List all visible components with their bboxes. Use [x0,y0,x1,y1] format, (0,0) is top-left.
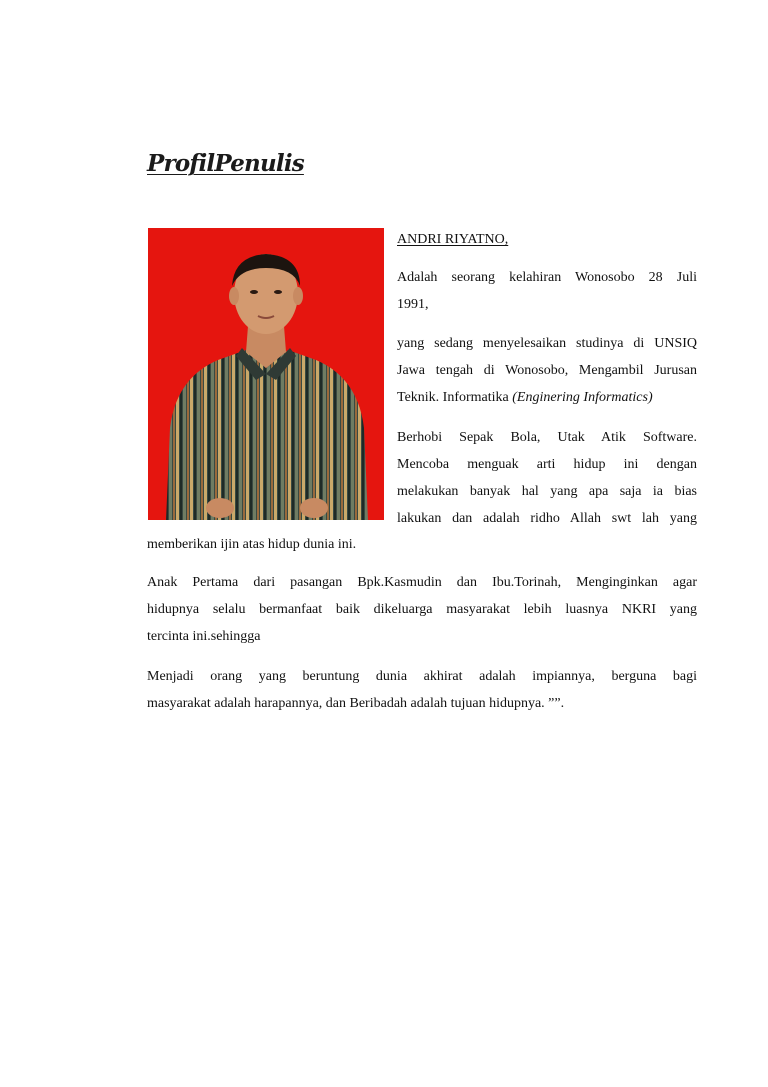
text-line: 1991, [397,297,429,312]
text-line: tercinta ini.sehingga [147,629,261,644]
text-line: lakukan dan adalah ridho Allah swt lah yang [397,511,697,526]
hobby-continuation [147,531,697,558]
page-title: ProfilPenulis [147,150,304,177]
author-name [397,226,697,253]
text-line: melakukan banyak hal yang apa saja ia bias [397,484,697,499]
birth-paragraph [397,264,697,318]
study-text: Teknik. Informatika [397,390,513,405]
text-line [397,384,697,411]
text-line: Adalah seorang kelahiran Wonosobo 28 Juli [397,270,697,285]
dream-paragraph [147,663,697,717]
text-line: memberikan ijin atas hidup dunia ini. [147,537,357,552]
text-line: ANDRI RIYATNO, [397,232,509,247]
hobby-paragraph [397,424,697,532]
study-paragraph [397,330,697,411]
text-line: yang sedang menyelesaikan studinya di UNSIQ [397,336,697,351]
text-line: hidupnya selalu bermanfaat baik dikeluarga masyarakat lebih luasnya NKRI yang [147,602,697,617]
text-line: Berhobi Sepak Bola, Utak Atik Software. [397,430,697,445]
text-line: Menjadi orang yang beruntung dunia akhirat adalah impiannya, berguna bagi [147,669,697,684]
text-line: Mencoba menguak arti hidup ini dengan [397,457,697,472]
text-line: masyarakat adalah harapannya, dan Beribadah adalah tujuan hidupnya. ””. [147,696,565,711]
study-italic: (Enginering Informatics) [512,390,653,405]
text-line: Anak Pertama dari pasangan Bpk.Kasmudin dan Ibu.Torinah, Menginginkan agar [147,575,697,590]
author-photo [148,228,384,520]
text-line: Jawa tengah di Wonosobo, Mengambil Jurusan [397,363,697,378]
family-paragraph [147,569,697,650]
